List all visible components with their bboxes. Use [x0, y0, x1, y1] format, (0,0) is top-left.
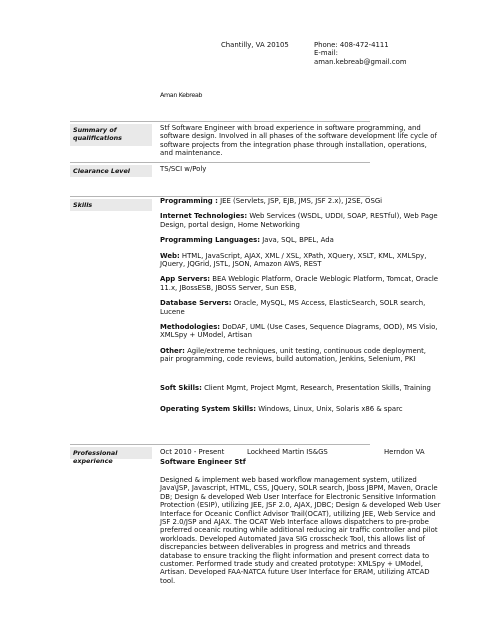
divider-summary	[70, 121, 370, 122]
header-contact	[314, 41, 454, 66]
header-city: Chantilly, VA 20105	[221, 41, 289, 49]
label-skills: Skills	[70, 199, 152, 211]
skill-item-soft: Soft Skills: Client Mgmt, Project Mgmt, Research, Presentation Skills, Training	[160, 383, 431, 392]
divider-experience	[70, 444, 370, 445]
skill-item-app-servers: App Servers: BEA Weblogic Platform, Oracle Weblogic Platform, Tomcat, Oracle 11.x, JBossESB, JBOSS Server, Sun ESB,	[160, 275, 439, 292]
header-email[interactable]: aman.kebreab@gmail.com	[314, 57, 407, 66]
label-experience: Professional experience	[70, 447, 152, 459]
skill-item-methodologies: Methodologies: DoDAF, UML (Use Cases, Sequence Diagrams, OOD), MS Visio, XMLSpy + UModel, Artisan	[160, 323, 438, 340]
candidate-name: Aman Kebreab	[160, 91, 203, 99]
skill-item-languages: Programming Languages: Java, SQL, BPEL, Ada	[160, 236, 334, 245]
label-summary: Summary of qualifications	[70, 124, 152, 146]
skill-item-other: Other: Agile/extreme techniques, unit testing, continuous code deployment, pair programming, code reviews, build automation, Jenkins, Selenium, PKI	[160, 346, 426, 364]
header-email-label: E-mail:	[314, 49, 338, 58]
experience-location: Herndon VA	[384, 448, 425, 456]
experience-dates: Oct 2010 - Present	[160, 448, 225, 456]
skill-item-programming: Programming : JEE (Servlets, JSP, EJB, JMS, JSF 2.x), J2SE, OSGi	[160, 197, 383, 205]
clearance-text: TS/SCI w/Poly	[160, 165, 207, 173]
experience-role: Software Engineer Stf	[160, 458, 246, 466]
label-clearance: Clearance Level	[70, 165, 152, 177]
summary-text: Stf Software Engineer with broad experience in software programming, and software design. Involved in all phases of the software development life cycle of software projects from the integration phase through installation, operations, and maintenance.	[160, 124, 437, 158]
skills-list	[160, 197, 440, 421]
skill-item-web: Web: HTML, JavaScript, AJAX, XML / XSL, XPath, XQuery, XSLT, KML, XMLSpy, JQuery, JQGrid, JSTL, JSON, Amazon AWS, REST	[160, 251, 427, 269]
header-phone: Phone: 408-472-4111	[314, 41, 389, 49]
skill-item-internet: Internet Technologies: Web Services (WSDL, UDDI, SOAP, RESTful), Web Page Design, portal design, Home Networking	[160, 212, 438, 229]
divider-clearance	[70, 162, 370, 163]
skill-item-os: Operating System Skills: Windows, Linux, Unix, Solaris x86 & sparc	[160, 405, 403, 414]
skill-item-database: Database Servers: Oracle, MySQL, MS Access, ElasticSearch, SOLR search, Lucene	[160, 299, 426, 316]
experience-description: Designed & implement web based workflow management system, utilized Java\JSP, Javascript, HTML, CSS, JQuery, SOLR search, Jboss JBPM, Maven, Oracle DB; Design & developed Web User Interface for Electronic Sensitive Information Protection (ESIP), utilizing JEE, JSF 2.0, AJAX, JDBC; Design & developed Web User Interface for Oceanic Conflict Advisor Trail(OCAT), utilizing JEE, Web Service and JSF 2.0/JSP and AJAX. The OCAT Web Interface allows dispatchers to pre-probe preferred oceanic routing while additional reducing air traffic controller and pilot workloads. Developed Automated Java SIG crosscheck Tool, this allows list of discrepancies between deliverables in progress and metrics and threads database to ensure tracking the flight information and present correct data to customer. Performed trade study and created prototype: XMLSpy + UModel, Artisan. Developed FAA-NATCA future User Interface for ERAM, utilizing ATCAD tool.	[160, 476, 441, 585]
experience-company: Lockheed Martin IS&GS	[247, 448, 328, 456]
